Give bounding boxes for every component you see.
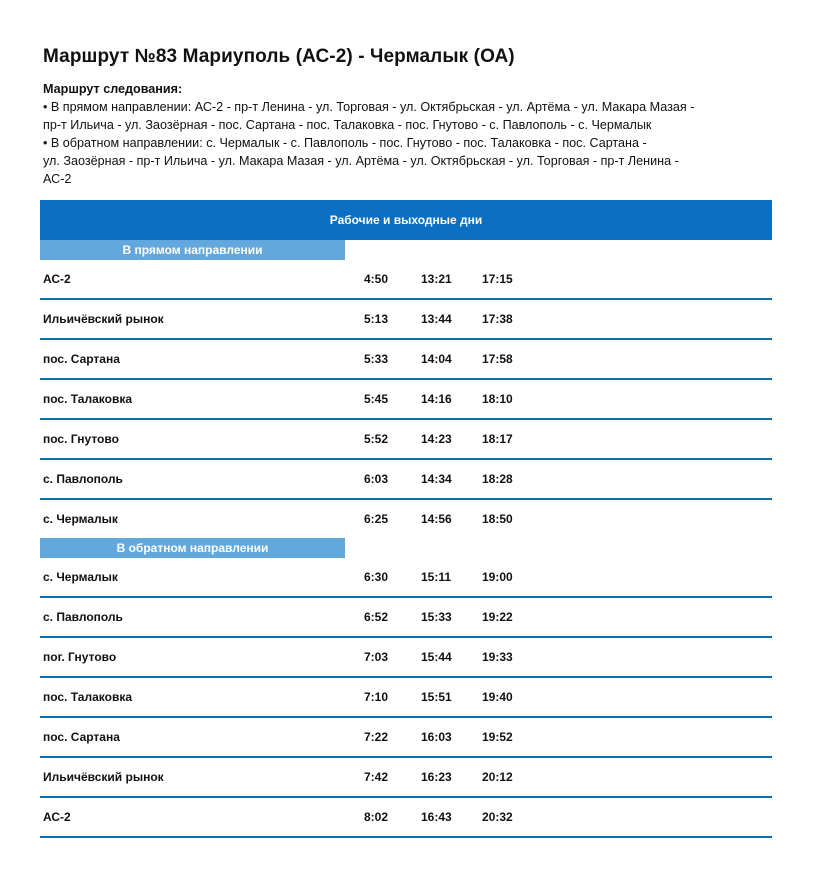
departure-time-2: 13:21 (421, 272, 452, 286)
departure-time-3: 18:28 (482, 472, 513, 486)
table-row (40, 500, 772, 538)
reverse-rows (40, 558, 772, 838)
stop-name: Ильичёвский рынок (43, 312, 164, 326)
departure-time-1: 4:50 (364, 272, 389, 286)
table-row (40, 558, 772, 598)
route-reverse-line-1: • В обратном направлении: с. Чермалык - с. Павлополь - пос. Гнутово - пос. Талаковка - пос. Сартана - (43, 136, 647, 150)
stop-name: Ильичёвский рынок (43, 770, 164, 784)
stop-name: пос. Гнутово (43, 432, 119, 446)
route-forward-line-2: пр-т Ильича - ул. Заозёрная - пос. Сартана - пос. Талаковка - пос. Гнутово - с. Павлополь - с. Чермалык (43, 118, 652, 132)
departure-time-3: 19:40 (482, 690, 513, 704)
stop-name: пос. Сартана (43, 352, 120, 366)
departure-time-2: 14:16 (421, 392, 452, 406)
departure-time-2: 14:04 (421, 352, 452, 366)
departure-time-2: 15:44 (421, 650, 452, 664)
departure-time-2: 16:23 (421, 770, 452, 784)
table-row (40, 678, 772, 718)
route-reverse-line-2: ул. Заозёрная - пр-т Ильича - ул. Макара Мазая - ул. Артёма - ул. Октябрьская - ул. Торговая - пр-т Ленина - (43, 154, 679, 168)
forward-rows (40, 260, 772, 538)
route-reverse-line-3: АС-2 (43, 172, 72, 186)
departure-time-2: 15:33 (421, 610, 452, 624)
stop-name: с. Чермалык (43, 512, 118, 526)
departure-time-1: 7:10 (364, 690, 389, 704)
departure-time-1: 5:52 (364, 432, 389, 446)
departure-time-3: 19:33 (482, 650, 513, 664)
departure-time-1: 5:33 (364, 352, 389, 366)
departure-time-1: 7:42 (364, 770, 389, 784)
departure-time-3: 17:58 (482, 352, 513, 366)
departure-time-2: 14:34 (421, 472, 452, 486)
departure-time-1: 6:03 (364, 472, 389, 486)
stop-name: пос. Сартана (43, 730, 120, 744)
stop-name: пос. Талаковка (43, 690, 132, 704)
route-heading: Маршрут следования: (43, 82, 183, 96)
stop-name: АС-2 (43, 272, 71, 286)
departure-time-2: 15:11 (421, 570, 452, 584)
departure-time-3: 18:10 (482, 392, 513, 406)
stop-name: пос. Талаковка (43, 392, 132, 406)
table-header: Рабочие и выходные дни (40, 200, 772, 240)
departure-time-2: 15:51 (421, 690, 452, 704)
departure-time-1: 6:25 (364, 512, 389, 526)
departure-time-1: 5:45 (364, 392, 389, 406)
table-row (40, 460, 772, 500)
table-row (40, 380, 772, 420)
departure-time-3: 20:32 (482, 810, 513, 824)
departure-time-1: 6:52 (364, 610, 389, 624)
departure-time-2: 14:23 (421, 432, 452, 446)
departure-time-2: 14:56 (421, 512, 452, 526)
page-title: Маршрут №83 Мариуполь (АС-2) - Чермалык (ОА) (43, 46, 515, 67)
departure-time-3: 18:50 (482, 512, 513, 526)
stop-name: с. Павлополь (43, 472, 123, 486)
departure-time-2: 13:44 (421, 312, 452, 326)
departure-time-3: 19:52 (482, 730, 513, 744)
schedule-table (40, 200, 772, 838)
departure-time-3: 20:12 (482, 770, 513, 784)
stop-name: с. Павлополь (43, 610, 123, 624)
stop-name: пог. Гнутово (43, 650, 117, 664)
section-forward: В прямом направлении (40, 240, 345, 260)
departure-time-3: 19:00 (482, 570, 513, 584)
departure-time-1: 7:22 (364, 730, 389, 744)
section-reverse: В обратном направлении (40, 538, 345, 558)
departure-time-1: 6:30 (364, 570, 389, 584)
table-row (40, 798, 772, 838)
table-row (40, 340, 772, 380)
departure-time-3: 17:38 (482, 312, 513, 326)
route-forward-line-1: • В прямом направлении: АС-2 - пр-т Ленина - ул. Торговая - ул. Октябрьская - ул. Артёма - ул. Макара Мазая - (43, 100, 695, 114)
table-row (40, 260, 772, 300)
departure-time-3: 19:22 (482, 610, 513, 624)
route-description (43, 80, 783, 188)
table-row (40, 420, 772, 460)
table-row (40, 718, 772, 758)
stop-name: АС-2 (43, 810, 71, 824)
departure-time-3: 18:17 (482, 432, 513, 446)
table-row (40, 638, 772, 678)
table-row (40, 598, 772, 638)
departure-time-3: 17:15 (482, 272, 513, 286)
departure-time-1: 8:02 (364, 810, 389, 824)
departure-time-2: 16:03 (421, 730, 452, 744)
departure-time-2: 16:43 (421, 810, 452, 824)
departure-time-1: 5:13 (364, 312, 389, 326)
departure-time-1: 7:03 (364, 650, 389, 664)
table-row (40, 300, 772, 340)
table-row (40, 758, 772, 798)
stop-name: с. Чермалык (43, 570, 118, 584)
